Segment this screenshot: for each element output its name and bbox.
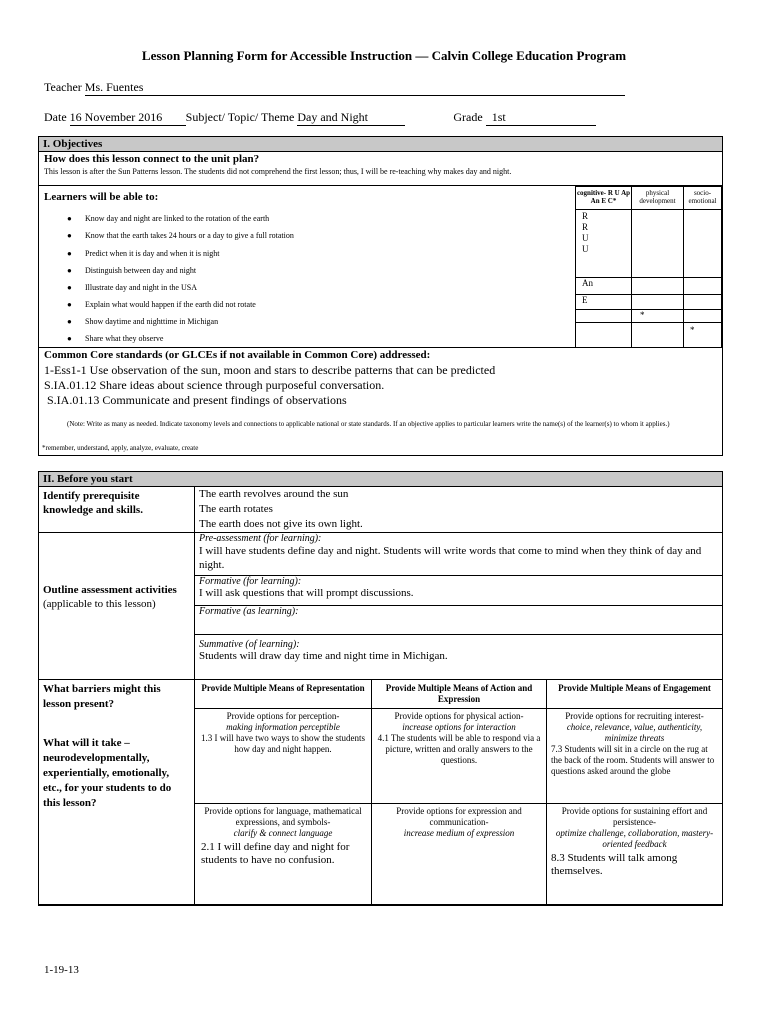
pre-assessment-label: Pre-assessment (for learning): (199, 533, 322, 544)
standard-item: S.IA.01.12 Share ideas about science through purposeful conversation. (44, 378, 385, 392)
udl-italic: optimize challenge, collaboration, mastery-oriented feedback (555, 828, 714, 849)
objectives-section (38, 136, 723, 456)
physical-cell[interactable] (631, 209, 684, 278)
udl-header-engagement: Provide Multiple Means of Engagement (546, 679, 723, 709)
udl-lead: Provide options for physical action- (394, 711, 524, 721)
socio-cell[interactable] (683, 322, 722, 348)
grade-value: 1st (491, 110, 506, 124)
udl-lead: Provide options for recruiting interest- (565, 711, 704, 721)
formative-as-cell[interactable] (194, 605, 723, 635)
date-label: Date (44, 110, 67, 124)
udl-body: 8.3 Students will talk among themselves. (551, 852, 678, 877)
cognitive-level: U (582, 233, 589, 243)
assessment-label-cell (38, 532, 195, 680)
summative-text: Students will draw day time and night time in Michigan. (199, 650, 448, 662)
cognitive-cell[interactable] (575, 294, 632, 310)
udl-body: 2.1 I will define day and night for students to have no confusion. (201, 841, 350, 866)
udl-header-action: Provide Multiple Means of Action and Expression (371, 679, 547, 709)
udl-italic: increase medium of expression (403, 828, 515, 838)
socio-mark: * (690, 325, 695, 335)
physical-cell[interactable] (631, 277, 684, 295)
udl-cell[interactable] (546, 708, 723, 804)
udl-cell[interactable] (546, 803, 723, 906)
list-item: ● Predict when it is day and when it is night (67, 249, 220, 258)
physical-cell[interactable] (631, 309, 684, 323)
physical-cell[interactable] (631, 322, 684, 348)
standard-item: 1-Ess1-1 Use observation of the sun, moon and stars to describe patterns that can be predicted (44, 363, 496, 377)
cognitive-cell[interactable] (575, 322, 632, 348)
formative-as-label: Formative (as learning): (199, 606, 299, 617)
formative-for-label: Formative (for learning): (199, 576, 302, 587)
udl-header-representation: Provide Multiple Means of Representation (194, 679, 372, 709)
prereq-cell[interactable] (194, 486, 723, 533)
objectives-note: (Note: Write as many as needed. Indicate taxonomy levels and connections to applicable national or state standards. If an objective applies to particular learners write the name(s) of the learner(s) to whom it applies.) (67, 420, 670, 428)
socio-header: socio-emotional (683, 186, 722, 210)
list-item: ● Know that the earth takes 24 hours or a day to give a full rotation (67, 231, 294, 240)
list-item: ● Show daytime and nighttime in Michigan (67, 317, 219, 326)
unit-plan-question: How does this lesson connect to the unit plan? (44, 153, 260, 165)
cognitive-level: E (582, 295, 588, 305)
cognitive-cell[interactable] (575, 209, 632, 278)
udl-lead: Provide options for perception- (226, 711, 340, 721)
before-section-title: II. Before you start (39, 472, 722, 487)
form-title: Lesson Planning Form for Accessible Instruction — Calvin College Education Program (141, 48, 627, 63)
unit-plan-answer: This lesson is after the Sun Patterns lesson. The students did not comprehend the first lesson; thus, I will be re-teaching why makes day and night. (44, 167, 512, 176)
list-item: ● Share what they observe (67, 334, 164, 343)
udl-lead: Provide options for language, mathematical expressions, and symbols- (204, 806, 362, 827)
udl-italic: making information perceptible (226, 722, 340, 732)
standards-block (39, 347, 722, 456)
cognitive-level: R (582, 222, 589, 232)
takes-label: What will it take – neurodevelopmentally, experientially, emotionally, etc., for your students to do this lesson? (43, 737, 172, 809)
date-value: 16 November 2016 (69, 110, 163, 124)
udl-italic: clarify & connect language (233, 828, 333, 838)
udl-lead: Provide options for sustaining effort and persistence- (561, 806, 708, 827)
learners-label: Learners will be able to: (44, 191, 159, 203)
udl-cell[interactable] (194, 803, 372, 906)
grade-label: Grade (453, 110, 483, 124)
learners-block (39, 185, 722, 348)
barriers-label: What barriers might this lesson present? (43, 683, 161, 710)
taxonomy-grid (575, 186, 722, 348)
teacher-field[interactable] (85, 80, 625, 96)
standard-item: S.IA.01.13 Communicate and present findings of observations (47, 393, 347, 407)
cognitive-cell[interactable] (575, 277, 632, 295)
assessment-sub: (applicable to this lesson) (43, 598, 156, 610)
physical-cell[interactable] (631, 294, 684, 310)
physical-mark: * (640, 310, 645, 320)
cognitive-level: An (582, 278, 593, 288)
prereq-label-cell (38, 486, 195, 533)
list-item: ● Know day and night are linked to the rotation of the earth (67, 214, 270, 223)
teacher-label: Teacher (44, 80, 82, 94)
teacher-row (44, 80, 634, 96)
socio-cell[interactable] (683, 277, 722, 295)
formative-for-text: I will ask questions that will prompt discussions. (199, 587, 414, 599)
udl-cell[interactable] (194, 708, 372, 804)
prereq-label: Identify prerequisite knowledge and skills. (43, 490, 143, 516)
udl-italic: choice, relevance, value, authenticity, minimize threats (566, 722, 703, 743)
udl-body: 4.1 The students will be able to respond via a picture, written and orally answers to the questions. (377, 733, 541, 765)
formative-for-cell[interactable] (194, 575, 723, 606)
prereq-item: The earth does not give its own light. (199, 518, 363, 530)
prereq-item: The earth revolves around the sun (199, 488, 349, 500)
summative-label: Summative (of learning): (199, 639, 300, 650)
socio-cell[interactable] (683, 209, 722, 278)
list-item: ● Distinguish between day and night (67, 266, 197, 275)
assessment-label: Outline assessment activities (43, 584, 177, 596)
socio-cell[interactable] (683, 309, 722, 323)
list-item: ● Illustrate day and night in the USA (67, 283, 197, 292)
standards-label: Common Core standards (or GLCEs if not available in Common Core) addressed: (44, 349, 431, 361)
pre-assessment-cell[interactable] (194, 532, 723, 576)
objectives-section-title: I. Objectives (39, 137, 722, 152)
udl-lead: Provide options for expression and communication- (396, 806, 522, 827)
socio-cell[interactable] (683, 294, 722, 310)
before-section (38, 471, 723, 905)
barriers-label-cell (38, 679, 195, 906)
cognitive-level: R (582, 211, 589, 221)
summative-cell[interactable] (194, 634, 723, 680)
udl-body: 1.3 I will have two ways to show the students how day and night happen. (201, 733, 365, 754)
cognitive-cell[interactable] (575, 309, 632, 323)
prereq-item: The earth rotates (199, 503, 273, 515)
footer-date-code: 1-19-13 (44, 964, 79, 976)
list-item: ● Explain what would happen if the earth did not rotate (67, 300, 256, 309)
teacher-value: Ms. Fuentes (84, 80, 144, 94)
udl-italic: increase options for interaction (402, 722, 516, 732)
date-field[interactable] (70, 110, 186, 126)
pre-assessment-text: I will have students define day and night. Students will write words that come to mind when they think of day and night. (199, 545, 702, 571)
cognitive-level: U (582, 244, 589, 254)
udl-cell[interactable] (371, 803, 547, 906)
grade-field[interactable] (486, 110, 596, 126)
physical-header: physical development (631, 186, 684, 210)
udl-cell[interactable] (371, 708, 547, 804)
subject-label: Subject/ Topic/ Theme (185, 110, 295, 124)
udl-body: 7.3 Students will sit in a circle on the rug at the back of the room. Students will answer to questions asked around the globe (551, 744, 715, 776)
date-row (44, 110, 664, 126)
cognitive-header: cognitive- R U Ap An E C* (575, 186, 632, 210)
subject-value: Day and Night (297, 110, 369, 124)
taxonomy-legend: *remember, understand, apply, analyze, evaluate, create (42, 444, 199, 452)
subject-field[interactable] (297, 110, 405, 126)
